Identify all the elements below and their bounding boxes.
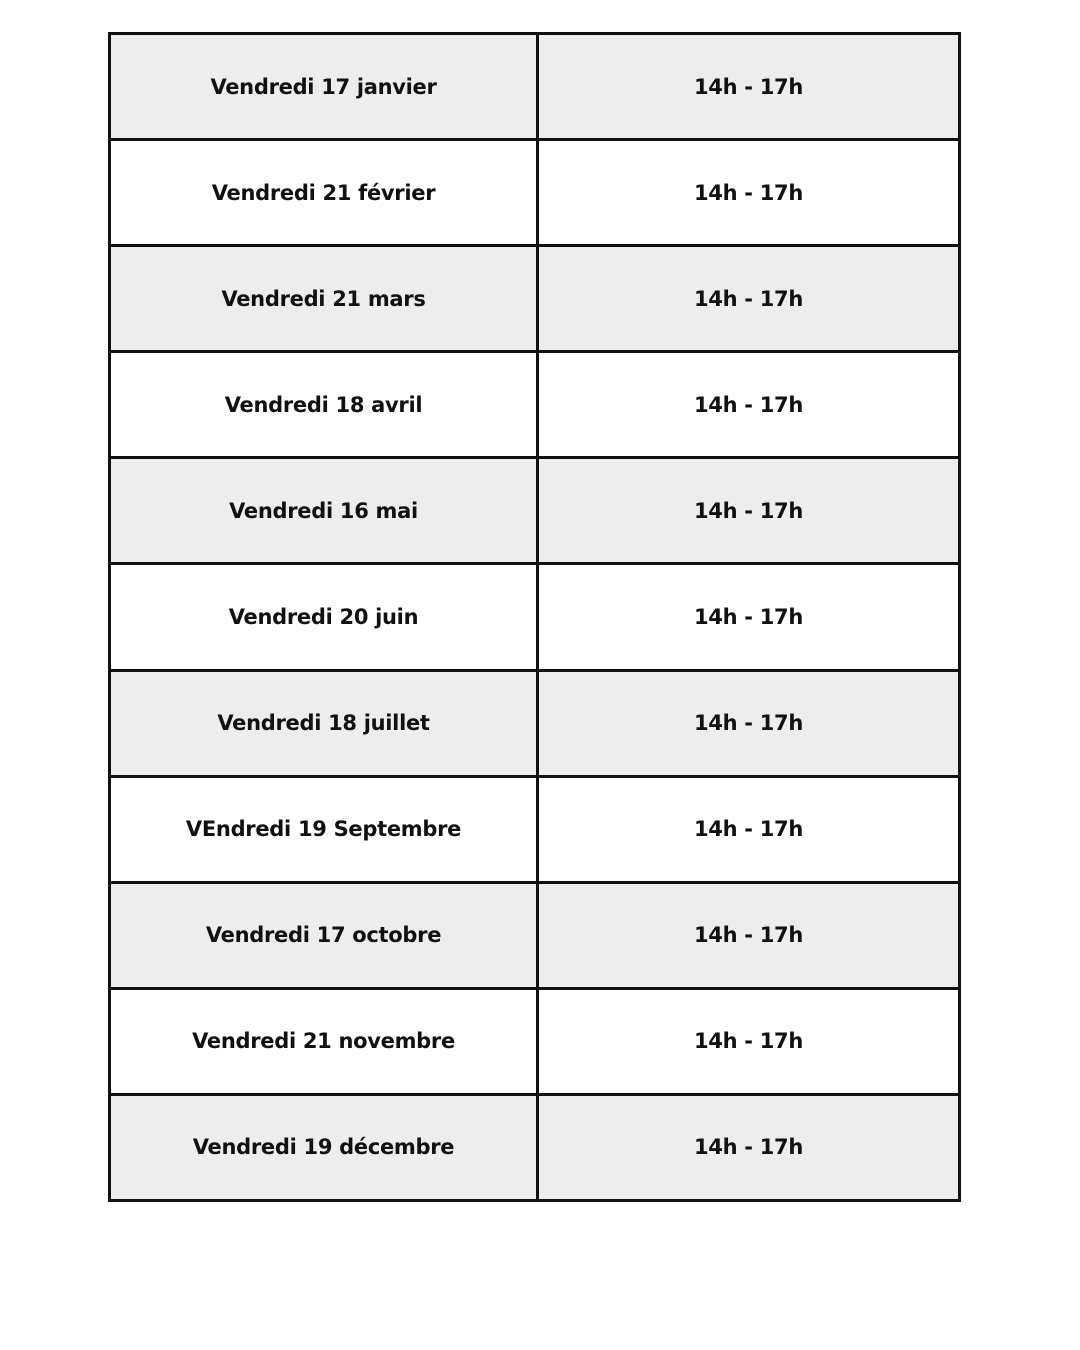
table-row [111, 1093, 958, 1199]
time-cell: 14h - 17h [694, 923, 803, 948]
date-cell: VEndredi 19 Septembre [111, 778, 539, 881]
table-row [111, 138, 958, 244]
table-row [111, 244, 958, 350]
time-cell: 14h - 17h [694, 392, 803, 417]
date-cell: Vendredi 16 mai [111, 459, 539, 562]
table-row [111, 775, 958, 881]
table-row [111, 987, 958, 1093]
date-cell: Vendredi 18 avril [111, 353, 539, 456]
date-cell: Vendredi 19 décembre [111, 1096, 539, 1199]
time-cell: 14h - 17h [694, 1029, 803, 1054]
table-row [111, 669, 958, 775]
table-row [111, 35, 958, 138]
date-cell: Vendredi 18 juillet [111, 672, 539, 775]
date-cell: Vendredi 21 novembre [111, 990, 539, 1093]
time-cell: 14h - 17h [694, 1135, 803, 1160]
time-cell: 14h - 17h [694, 498, 803, 523]
time-cell: 14h - 17h [694, 817, 803, 842]
table-row [111, 881, 958, 987]
time-cell: 14h - 17h [694, 74, 803, 99]
time-cell: 14h - 17h [694, 711, 803, 736]
date-cell: Vendredi 20 juin [111, 565, 539, 668]
time-cell: 14h - 17h [694, 286, 803, 311]
time-cell: 14h - 17h [694, 180, 803, 205]
schedule-table [108, 32, 961, 1202]
date-cell: Vendredi 21 mars [111, 247, 539, 350]
date-cell: Vendredi 17 janvier [111, 35, 539, 138]
table-row [111, 350, 958, 456]
date-cell: Vendredi 17 octobre [111, 884, 539, 987]
date-cell: Vendredi 21 février [111, 141, 539, 244]
table-row [111, 456, 958, 562]
table-row [111, 562, 958, 668]
time-cell: 14h - 17h [694, 605, 803, 630]
